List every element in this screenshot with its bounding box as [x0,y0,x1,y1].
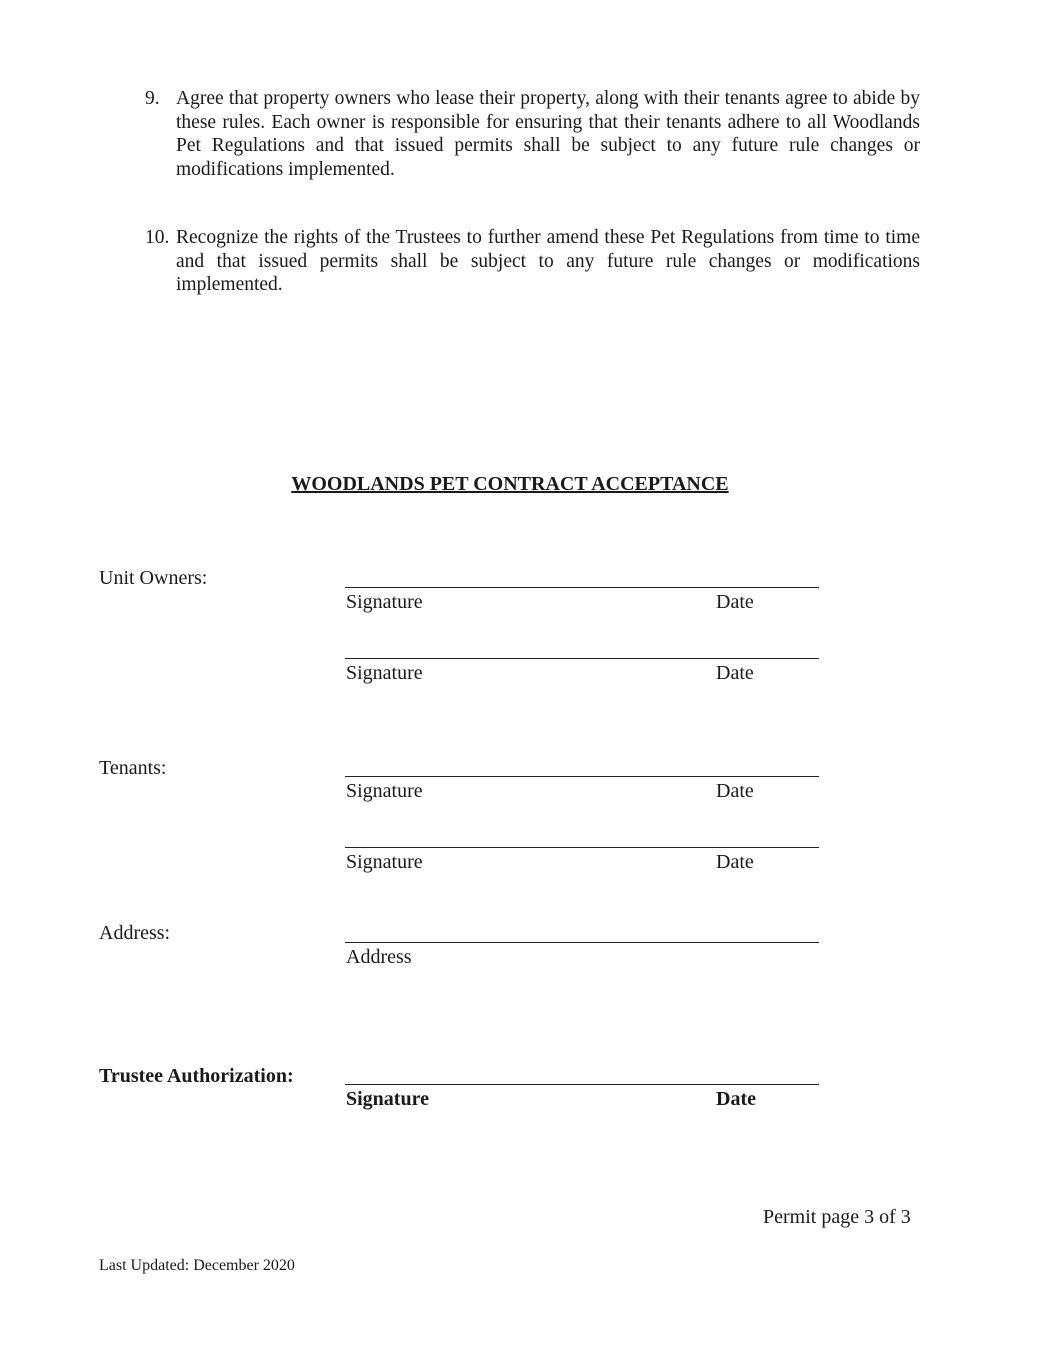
owner-signature-line-2[interactable] [345,658,819,659]
date-caption: Date [716,1088,756,1110]
trustee-authorization-label: Trustee Authorization: [99,1065,294,1087]
rule-text: Agree that property owners who lease their property, along with their tenants agree to abide by these rules. Each owner is responsible for ensuring that their tenants adhere to all Woodlands Pet Regulations and that issued permits shall be subject to any future rule changes or modifications implemented. [176,88,920,180]
trustee-signature-line[interactable] [345,1084,819,1085]
signature-caption: Signature [346,780,423,802]
signature-caption: Signature [346,662,423,684]
address-caption: Address [346,946,412,968]
signature-caption: Signature [346,591,423,613]
rule-number: 10. [145,227,170,248]
date-caption: Date [716,662,754,684]
last-updated: Last Updated: December 2020 [99,1257,295,1274]
document-title: WOODLANDS PET CONTRACT ACCEPTANCE [291,473,729,495]
tenant-signature-line-1[interactable] [345,776,819,777]
signature-caption: Signature [346,1088,429,1110]
tenant-signature-line-2[interactable] [345,847,819,848]
address-line[interactable] [345,942,819,943]
tenants-label: Tenants: [99,757,167,779]
rule-number: 9. [145,88,160,109]
owner-signature-line-1[interactable] [345,587,819,588]
signature-caption: Signature [346,851,423,873]
rule-text: Recognize the rights of the Trustees to further amend these Pet Regulations from time to time and that issued permits shall be subject to any future rule changes or modifications implemented. [176,227,920,295]
rule-item-10 [145,226,920,297]
address-label: Address: [99,922,171,944]
date-caption: Date [716,591,754,613]
date-caption: Date [716,780,754,802]
unit-owners-label: Unit Owners: [99,567,208,589]
page-number: Permit page 3 of 3 [763,1206,911,1228]
rule-item-9 [145,87,920,181]
date-caption: Date [716,851,754,873]
